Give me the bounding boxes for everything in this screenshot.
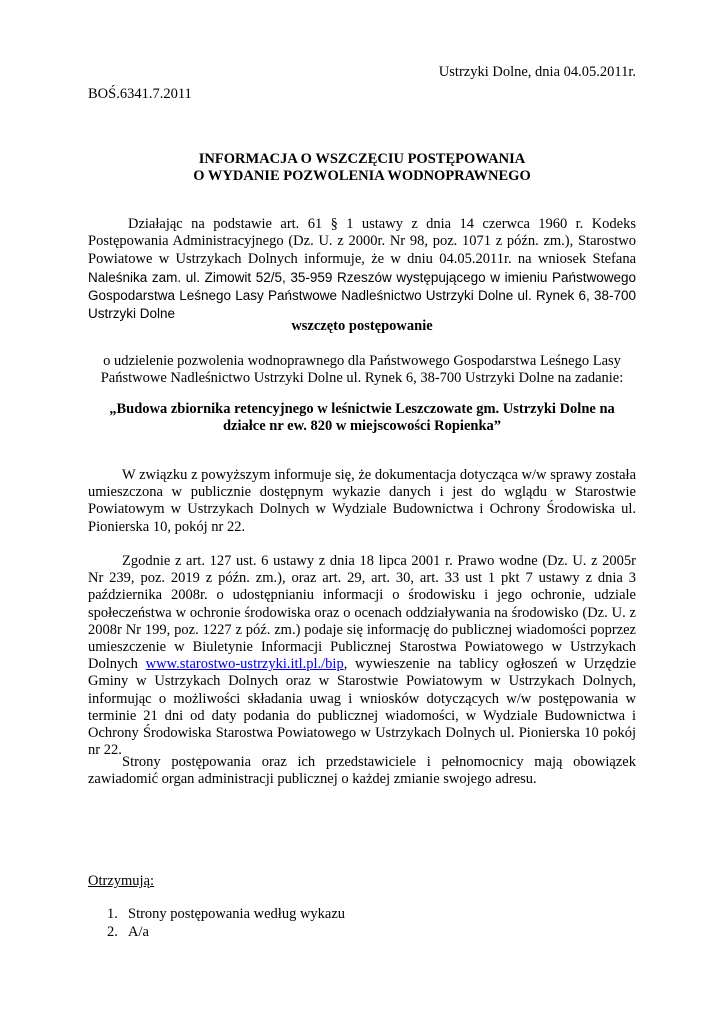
document-title bbox=[0, 151, 724, 185]
task-line-1: „Budowa zbiornika retencyjnego w leśnictwie Leszczowate gm. Ustrzyki Dolne na bbox=[109, 401, 615, 417]
decision-heading: wszczęto postępowanie bbox=[291, 318, 433, 334]
intro-text-serif: Działając na podstawie art. 61 § 1 ustawy z dnia 14 czerwca 1960 r. Kodeks Postępowania Administracyjnego (Dz. U. z 2000r. Nr 98, poz. 1071 z późn. zm.), Starostwo Powiatowe w Ustrzykach Dolnych informuje, że w dniu 04.05.2011r. na wniosek Stefana bbox=[88, 216, 636, 268]
list-item bbox=[107, 924, 345, 942]
task-name bbox=[88, 401, 636, 435]
list-item-number: 1. bbox=[107, 906, 118, 922]
bip-link[interactable]: www.starostwo-ustrzyki.itl.pl./bip bbox=[145, 656, 344, 673]
list-item-text: Strony postępowania według wykazu bbox=[128, 906, 346, 922]
recipients-list bbox=[107, 906, 345, 941]
case-reference: BOŚ.6341.7.2011 bbox=[88, 86, 192, 102]
legal-text-before-link: Zgodnie z art. 127 ust. 6 ustawy z dnia 18 lipca 2001 r. Prawo wodne (Dz. U. z 2005r Nr 239, poz. 2019 z późn. zm.), oraz art. 29, art. 30, art. 33 ust 1 pkt 7 ustawy z dnia 3 października 2008r. o udostępnianiu informacji o środowisku i jego ochronie, udziale społeczeństwa w ochronie środowiska oraz o ocenach oddziaływania na środowisko (Dz. U. z 2008r Nr 199, poz. 1227 z póź. zm.) podaje się informację do publicznej wiadomości poprzez umieszczenie w Biuletynie Informacji Publicznej Starostwa Powiatowego w Ustrzykach Dolnych bbox=[88, 553, 636, 673]
documentation-paragraph: W związku z powyższym informuje się, że dokumentacja dotycząca w/w sprawy została umieszczona w publicznie dostępnym wykazie danych i jest do wglądu w Starostwie Powiatowym w Ustrzykach Dolnych w Wydziale Budownictwa i Ochrony Środowiska ul. Pionierska 10, pokój nr 22. bbox=[88, 467, 636, 535]
intro-paragraph bbox=[88, 216, 636, 323]
subject-line-1: o udzielenie pozwolenia wodnoprawnego dla Państwowego Gospodarstwa Leśnego Lasy bbox=[103, 353, 621, 369]
subject-block bbox=[88, 353, 636, 387]
list-item-text: A/a bbox=[128, 923, 149, 940]
recipients-heading: Otrzymują: bbox=[88, 873, 155, 889]
legal-text-after-link: , wywieszenie na tablicy ogłoszeń w Urzędzie Gminy w Ustrzykach Dolnych oraz w Starostwie Powiatowym w Ustrzykach Dolnych, informując o możliwości składania uwag i wniosków dotyczących w/w postępowania w terminie 21 dni od daty podania do publicznej wiadomości, w Wydziale Budownictwa i Ochrony Środowiska Starostwa Powiatowego w Ustrzykach Dolnych ul. Pionierska 10 pokój nr 22. bbox=[88, 656, 637, 759]
legal-basis-paragraph bbox=[88, 553, 636, 759]
parties-obligation-paragraph: Strony postępowania oraz ich przedstawiciele i pełnomocnicy mają obowiązek zawiadomić organ administracji publicznej o każdej zmianie swojego adresu. bbox=[88, 754, 636, 788]
list-item bbox=[107, 906, 345, 924]
list-item-number: 2. bbox=[107, 923, 118, 940]
intro-text-sans: Naleśnika zam. ul. Zimowit 52/5, 35-959 Rzeszów występującego w imieniu Państwowego Gospodarstwa Leśnego Lasy Państwowe Nadleśnictwo Ustrzyki Dolne ul. Rynek 6, 38-700 Ustrzyki Dolne bbox=[88, 269, 636, 322]
task-line-2: działce nr ew. 820 w miejscowości Ropienka” bbox=[222, 418, 502, 435]
title-line-2: O WYDANIE POZWOLENIA WODNOPRAWNEGO bbox=[193, 168, 531, 184]
subject-line-2: Państwowe Nadleśnictwo Ustrzyki Dolne ul. Rynek 6, 38-700 Ustrzyki Dolne na zadanie: bbox=[100, 370, 624, 387]
place-date: Ustrzyki Dolne, dnia 04.05.2011r. bbox=[438, 64, 636, 80]
title-line-1: INFORMACJA O WSZCZĘCIU POSTĘPOWANIA bbox=[198, 151, 526, 167]
